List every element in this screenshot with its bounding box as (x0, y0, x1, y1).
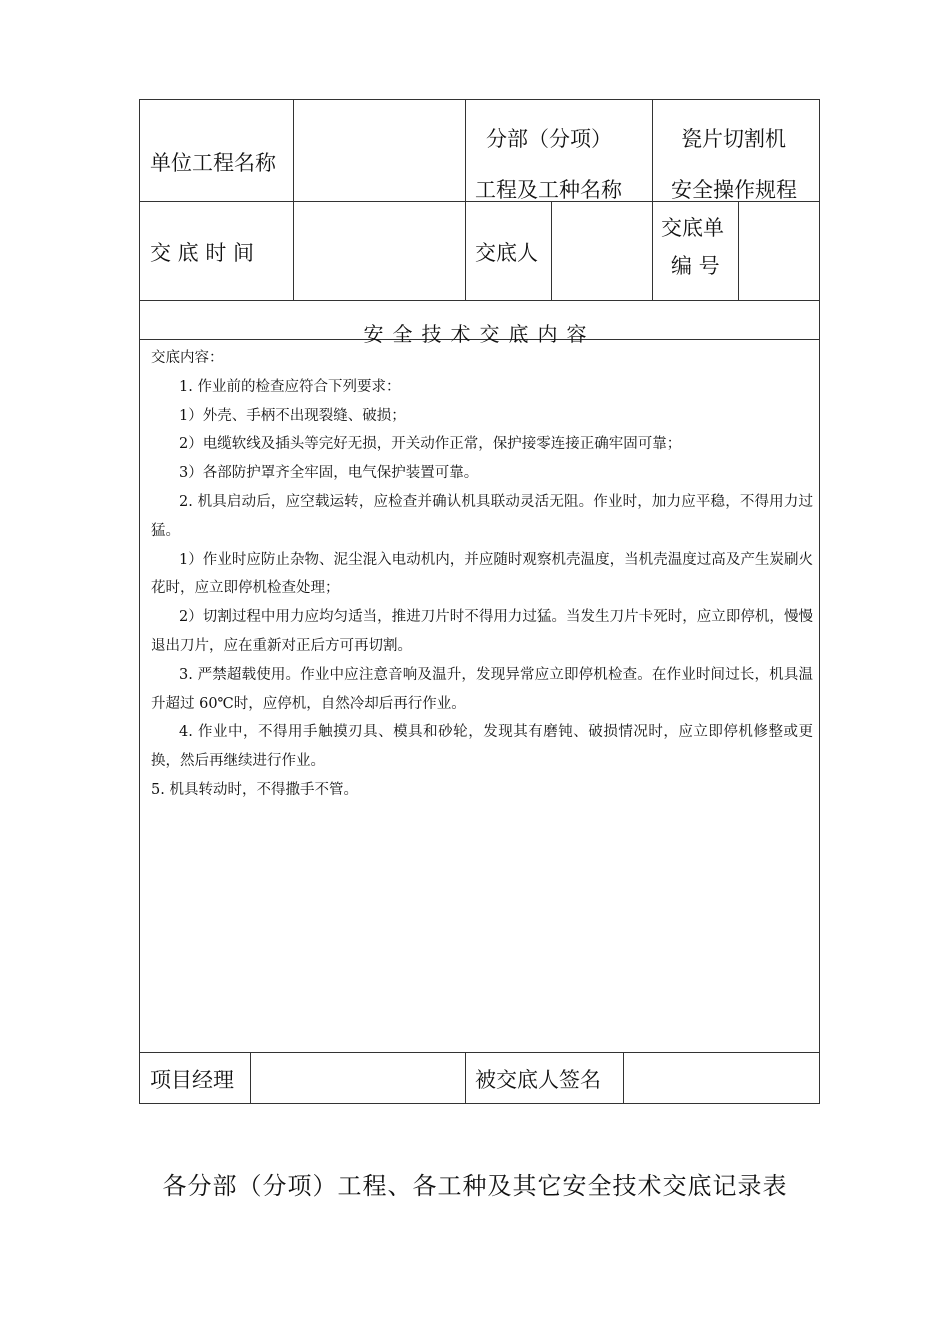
col-divider (551, 201, 552, 300)
subproject-value-line1: 瓷片切割机 (681, 127, 786, 151)
disclosure-form-table (139, 99, 820, 1104)
content-paragraph: 3）各部防护罩齐全牢固，电气保护装置可靠。 (179, 465, 479, 482)
content-paragraph: 1）外壳、手柄不出现裂缝、破损； (179, 407, 406, 424)
content-paragraph: 3. 严禁超载使用。作业中应注意音响及温升，发现异常应立即停机检查。在作业时间过长，机具温升超过 60℃时，应停机，自然冷却后再行作业。 (151, 666, 813, 712)
col-divider (652, 100, 653, 300)
disclosure-content (151, 344, 813, 805)
sheet-no-label-line1: 交底单 (661, 216, 724, 240)
col-divider (250, 1052, 251, 1104)
content-intro: 交底内容： (151, 350, 224, 366)
subproject-label-line2: 工程及工种名称 (475, 178, 622, 202)
row-divider (140, 300, 819, 301)
col-divider (293, 100, 294, 300)
document-title: 各分部（分项）工程、各工种及其它安全技术交底记录表 (162, 1172, 788, 1200)
col-divider (738, 201, 739, 300)
row-divider (140, 1052, 819, 1053)
content-paragraph: 2. 机具启动后，应空载运转，应检查并确认机具联动灵活无阻。作业时，加力应平稳，不得用力过猛。 (151, 493, 813, 539)
signee-label: 被交底人签名 (475, 1068, 601, 1092)
col-divider (465, 100, 466, 300)
subproject-label-line1: 分部（分项） (486, 127, 612, 151)
content-paragraph: 5. 机具转动时，不得撒手不管。 (151, 781, 358, 798)
content-paragraph: 2）电缆软线及插头等完好无损，开关动作正常，保护接零连接正确牢固可靠； (179, 436, 682, 453)
col-divider (465, 1052, 466, 1104)
disclosure-time-label: 交 底 时 间 (150, 241, 255, 265)
project-manager-label: 项目经理 (150, 1068, 234, 1092)
content-paragraph: 2）切割过程中用力应均匀适当，推进刀片时不得用力过猛。当发生刀片卡死时，应立即停机，慢慢退出刀片，应在重新对正后方可再切割。 (151, 609, 813, 654)
col-divider (623, 1052, 624, 1104)
content-paragraph: 4. 作业中，不得用手触摸刃具、模具和砂轮，发现其有磨钝、破损情况时，应立即停机修整或更换，然后再继续进行作业。 (151, 724, 813, 770)
content-paragraph: 1. 作业前的检查应符合下列要求： (179, 378, 401, 395)
section-title: 安全技术交底内容 (363, 322, 596, 346)
subproject-value-line2: 安全操作规程 (671, 178, 797, 202)
sheet-no-label-line2: 编 号 (671, 254, 720, 278)
discloser-label: 交底人 (475, 241, 538, 265)
content-paragraph: 1）作业时应防止杂物、泥尘混入电动机内，并应随时观察机壳温度，当机壳温度过高及产生炭刷火花时，应立即停机检查处理； (151, 551, 813, 597)
unit-project-label: 单位工程名称 (150, 151, 276, 175)
